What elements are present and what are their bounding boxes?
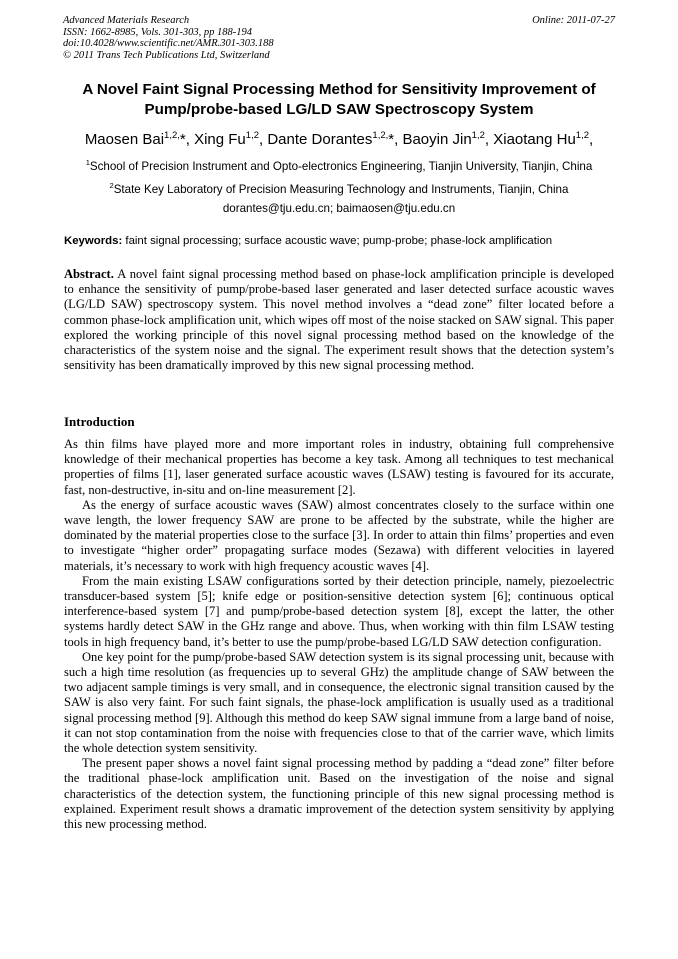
online-date: Online: 2011-07-27 [532,15,615,26]
section-heading-introduction: Introduction [64,414,135,429]
abstract [64,267,614,373]
introduction-body [64,437,614,832]
paragraph: One key point for the pump/probe-based SAW detection system is its signal processing unit, because with such a high time resolution (as frequencies up to several GHz) the amplitude change of SAW between the two adjacent sample timings is very small, and in consequence, the electronic signal transition caused by the SAW is also very faint. For such faint signals, the phase-lock amplification is usually used as a traditional signal processing method [9]. Although this method do keep SAW signal immune from a large band of noise, it can not stop contamination from the noise with frequencies close to that of the carrier wave, which limits the whole detection system sensitivity. [64,649,614,756]
keywords-text: faint signal processing; surface acoustic wave; pump-probe; phase-lock amplification [122,235,553,247]
author: Xing Fu$^{1,2}$, [194,130,268,148]
abstract-label: Abstract. [64,267,114,281]
affiliation-2: $^2$State Key Laboratory of Precision Measuring Technology and Instruments, Tianjin, China [109,181,569,196]
journal-name: Advanced Materials Research [63,15,190,26]
journal-info [63,15,274,61]
abstract-text: A novel faint signal processing method based on phase-lock amplification principle is developed to enhance the sensitivity of pump/probe-based laser generated and laser detected surface acoustic waves (LG/LD SAW) spectroscopy system. This novel method involves a “dead zone” filter located before a common phase-lock amplification unit, which wipes off most of the noise stacked on SAW signal. This paper explored the working principle of this novel signal processing method based on the knowledge of the characteristics of the system noise and the signal. The experiment result shows that the detection system’s sensitivity has been dramatically improved by this new signal processing method. [64,267,614,373]
paragraph: From the main existing LSAW configurations sorted by their detection principle, namely, piezoelectric transducer-based system [5]; knife edge or position-sensitive detection system [6]; continuous optical interference-based system [7] and pump/probe-based detection system [8], except the latter, the other systems hardly detect SAW in the GHz range and above. Thus, when working with thin film LSAW testing tools in high frequency band, it’s better to use the pump/probe-based LG/LD SAW detection configuration. [64,573,614,649]
affiliation-1: $^1$School of Precision Instrument and Opto-electronics Engineering, Tianjin University, Tianjin, China [85,158,593,173]
keywords [64,234,624,248]
contact-email[interactable]: dorantes@tju.edu.cn; baimaosen@tju.edu.cn [222,202,456,215]
author: Dante Dorantes$^{1,2,}$*, [267,130,403,148]
author: Maosen Bai$^{1,2,}$*, [84,130,195,148]
issn-line: ISSN: 1662-8985, Vols. 301-303, pp 188-194 [63,26,252,38]
author: Baoyin Jin$^{1,2}$, [402,130,494,148]
paper-title: A Novel Faint Signal Processing Method for Sensitivity Improvement of Pump/probe-based LG/LD SAW Spectroscopy System [82,81,596,118]
paragraph: As thin films have played more and more important roles in industry, obtaining full comprehensive knowledge of their mechanical properties has become a key task. Among all techniques to test mechanical properties of films [1], laser generated surface acoustic waves (LSAW) testing is favoured for its accurate, fast, non-destructive, in-situ and on-line measurement [2]. [64,437,614,497]
author-list [20,126,658,150]
paragraph: As the energy of surface acoustic waves (SAW) almost concentrates closely to the surface within one wave length, the lower frequency SAW are prone to be affected by the substrate, while the higher are dominated by the material properties close to the surface [3]. In order to attain thin films’ properties and even to investigate “higher order” propagating surface modes (Sezawa) with different velocities in layered materials, it’s necessary to work with high frequency acoustic waves [4]. [64,497,614,573]
keywords-label: Keywords: [64,235,123,247]
author: Xiaotang Hu$^{1,2}$, [493,130,594,148]
copyright-line: © 2011 Trans Tech Publications Ltd, Switzerland [63,49,270,61]
paragraph: The present paper shows a novel faint signal processing method by padding a “dead zone” filter before the traditional phase-lock amplification unit. Based on the investigation of the noise and signal characteristics of the detection system, the functioning principle of this new signal processing method is explained. Experiment result shows a dramatic improvement of the detection system sensitivity by applying this new processing method. [64,756,614,832]
doi-line: doi:10.4028/www.scientific.net/AMR.301-303.188 [63,38,274,50]
